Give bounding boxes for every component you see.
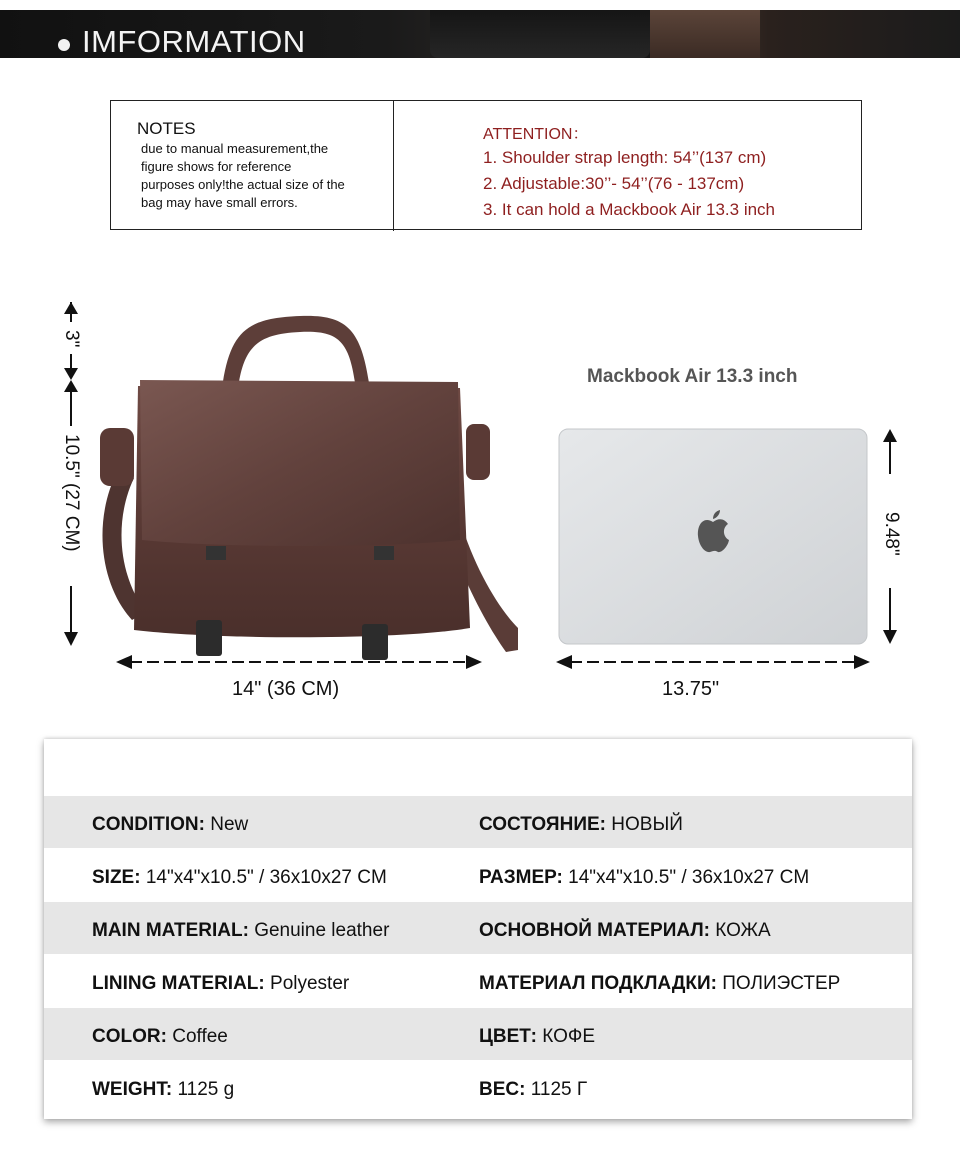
bullet-icon [58, 39, 70, 51]
spec-ru [479, 1026, 595, 1048]
arrow-right-icon [466, 655, 482, 669]
spec-row [44, 796, 912, 848]
notes-line: due to manual measurement,the [141, 141, 329, 156]
spec-key: WEIGHT: [92, 1079, 173, 1100]
bag-flap [140, 380, 460, 546]
strap-buckle-right [466, 424, 490, 480]
spec-key: ВЕС: [479, 1079, 526, 1100]
notes-line: purposes only!the actual size of the [141, 177, 345, 192]
header-banner [0, 10, 960, 58]
banner-background-image [430, 10, 650, 58]
arrow-up-icon [64, 302, 78, 314]
spec-key: MAIN MATERIAL: [92, 920, 249, 941]
spec-key: CONDITION: [92, 814, 205, 835]
notes-body [141, 140, 381, 212]
notes-title: NOTES [137, 119, 196, 138]
arrow-right-icon [854, 655, 870, 669]
laptop-dimension-graphic [540, 420, 920, 680]
spec-en [92, 814, 248, 836]
clip-left [206, 546, 226, 560]
page-title: IMFORMATION [82, 24, 306, 58]
spec-key: ОСНОВНОЙ МАТЕРИАЛ: [479, 920, 710, 941]
spec-ru [479, 814, 683, 836]
arrow-down-icon [64, 632, 78, 646]
box-divider [393, 101, 394, 231]
arrow-up-icon [883, 429, 897, 442]
spec-ru [479, 867, 809, 889]
spec-en [92, 1079, 234, 1101]
notes-line: figure shows for reference [141, 159, 292, 174]
arrow-left-icon [116, 655, 132, 669]
spec-value: Genuine leather [254, 920, 390, 941]
spec-en [92, 920, 389, 942]
spec-key: SIZE: [92, 867, 141, 888]
bag-width-label: 14" (36 CM) [232, 678, 340, 700]
attention-title: ATTENTION： [483, 126, 589, 143]
attention-item: 3. It can hold a Mackbook Air 13.3 inch [483, 200, 776, 219]
spec-en [92, 1026, 228, 1048]
spec-row [44, 955, 912, 1007]
laptop-height-label: 9.48" [881, 512, 902, 556]
clasp-right [362, 624, 388, 660]
spec-value: 14"x4"x10.5" / 36x10x27 CM [568, 867, 810, 888]
spec-key: COLOR: [92, 1026, 167, 1047]
spec-key: РАЗМЕР: [479, 867, 563, 888]
spec-row [44, 902, 912, 954]
arrow-up-icon [64, 380, 78, 392]
spec-row [44, 1061, 912, 1113]
spec-value: КОФЕ [542, 1026, 596, 1047]
spec-ru [479, 1079, 587, 1101]
bag-handle [222, 316, 370, 390]
spec-value: ПОЛИЭСТЕР [722, 973, 841, 994]
spec-value: Coffee [172, 1026, 228, 1047]
spec-value: New [210, 814, 249, 835]
banner-background-image-2 [650, 10, 760, 58]
clip-right [374, 546, 394, 560]
spec-key: LINING MATERIAL: [92, 973, 265, 994]
spec-value: 1125 Г [530, 1079, 588, 1100]
spec-ru [479, 920, 771, 942]
spec-en [92, 973, 349, 995]
spec-value: 14"x4"x10.5" / 36x10x27 CM [145, 867, 387, 888]
spec-key: ЦВЕТ: [479, 1026, 537, 1047]
spec-value: 1125 g [177, 1079, 235, 1100]
strap-buckle-left [100, 428, 134, 486]
spec-card [44, 739, 912, 1119]
laptop-title: Mackbook Air 13.3 inch [587, 366, 798, 387]
spec-value: НОВЫЙ [611, 814, 683, 835]
laptop-width-label: 13.75" [662, 678, 720, 700]
attention-list [483, 145, 775, 223]
spec-value: КОЖА [715, 920, 771, 941]
attention-item: 1. Shoulder strap length: 54’’(137 cm) [483, 148, 767, 167]
arrow-down-icon [64, 368, 78, 380]
arrow-left-icon [556, 655, 572, 669]
spec-value: Polyester [270, 973, 350, 994]
spec-row [44, 1008, 912, 1060]
bag-depth-label: 3" [61, 330, 82, 348]
spec-key: СОСТОЯНИЕ: [479, 814, 606, 835]
bag-height-label: 10.5" (27 CM) [61, 434, 82, 552]
notes-attention-box [110, 100, 862, 230]
clasp-left [196, 620, 222, 656]
spec-en [92, 867, 387, 889]
notes-line: bag may have small errors. [141, 195, 298, 210]
attention-item: 2. Adjustable:30’’- 54’’(76 - 137cm) [483, 174, 745, 193]
spec-ru [479, 973, 840, 995]
spec-key: МАТЕРИАЛ ПОДКЛАДКИ: [479, 973, 717, 994]
spec-row [44, 849, 912, 901]
arrow-down-icon [883, 630, 897, 644]
